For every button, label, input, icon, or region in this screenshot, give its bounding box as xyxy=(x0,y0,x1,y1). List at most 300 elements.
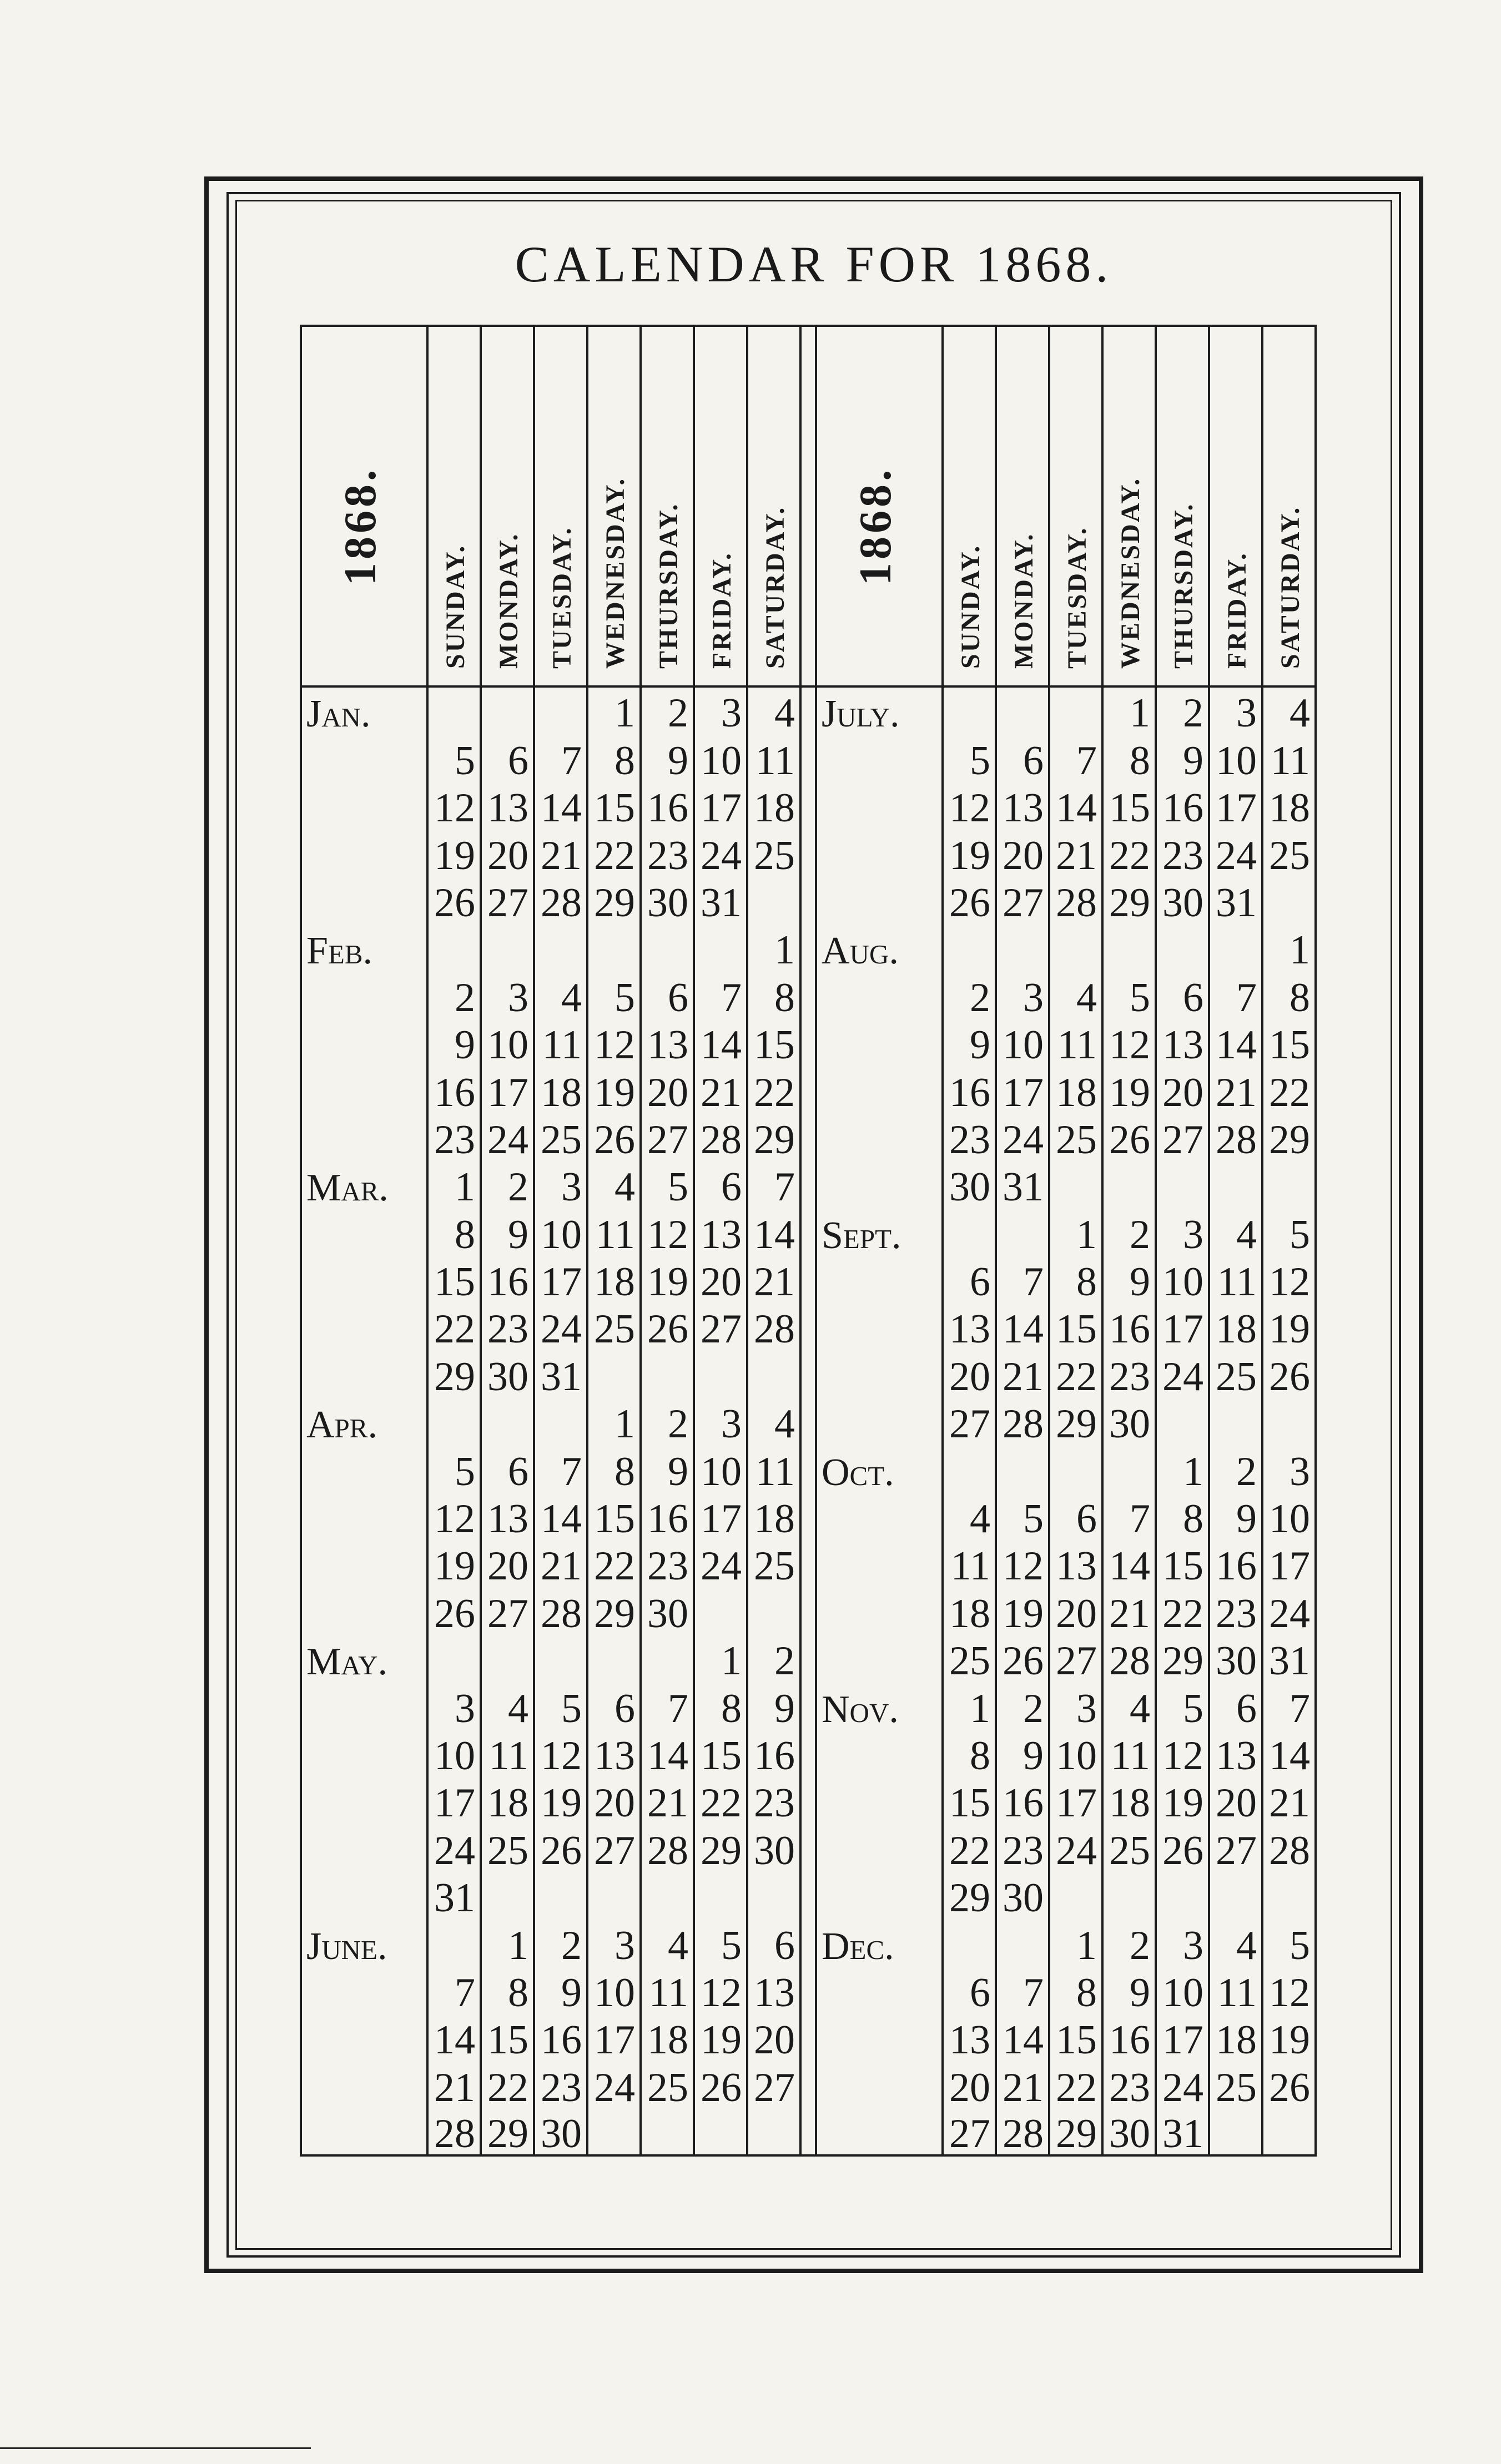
column-separator xyxy=(800,1824,816,1871)
day-cell: 1 xyxy=(427,1160,481,1208)
day-cell: 2 xyxy=(1156,686,1209,734)
column-separator xyxy=(800,781,816,829)
calendar-row xyxy=(301,1350,1316,1397)
calendar-row xyxy=(301,1966,1316,2013)
day-cell: 21 xyxy=(1209,1066,1262,1113)
day-cell xyxy=(427,923,481,971)
day-cell: 21 xyxy=(1102,1587,1156,1634)
month-label xyxy=(301,1066,427,1113)
month-label: Mar. xyxy=(301,1160,427,1208)
day-cell: 4 xyxy=(747,686,800,734)
day-cell: 23 xyxy=(1102,1350,1156,1397)
month-label xyxy=(301,1208,427,1255)
day-cell: 25 xyxy=(1209,2061,1262,2108)
day-cell: 26 xyxy=(427,1587,481,1634)
day-cell: 19 xyxy=(1102,1066,1156,1113)
month-label xyxy=(816,1018,943,1066)
column-separator xyxy=(800,1776,816,1824)
day-cell: 12 xyxy=(1262,1966,1316,2013)
day-cell xyxy=(1049,1871,1102,1918)
day-cell xyxy=(1156,1160,1209,1208)
day-header-label: FRIDAY. xyxy=(1222,552,1252,669)
month-label xyxy=(816,829,943,876)
column-separator xyxy=(800,1066,816,1113)
day-cell xyxy=(694,923,747,971)
day-cell: 31 xyxy=(1156,2108,1209,2155)
day-cell: 3 xyxy=(694,686,747,734)
day-cell xyxy=(1262,1160,1316,1208)
day-cell: 3 xyxy=(481,971,534,1018)
column-separator xyxy=(800,971,816,1018)
day-cell: 14 xyxy=(1262,1729,1316,1776)
day-cell: 17 xyxy=(481,1066,534,1113)
day-cell xyxy=(427,686,481,734)
day-cell: 27 xyxy=(747,2061,800,2108)
day-cell: 15 xyxy=(1049,1302,1102,1350)
calendar-body xyxy=(301,686,1316,2155)
day-header-label: SUNDAY. xyxy=(441,544,470,669)
day-cell: 29 xyxy=(427,1350,481,1397)
day-cell: 18 xyxy=(534,1066,587,1113)
day-cell: 26 xyxy=(641,1302,694,1350)
day-cell: 11 xyxy=(481,1729,534,1776)
day-cell xyxy=(1102,1160,1156,1208)
day-cell: 29 xyxy=(587,1587,641,1634)
day-cell: 14 xyxy=(694,1018,747,1066)
day-header-label: SATURDAY. xyxy=(760,506,790,669)
month-label: Aug. xyxy=(816,923,943,971)
month-label xyxy=(816,1492,943,1539)
calendar-row xyxy=(301,1634,1316,1682)
day-cell: 27 xyxy=(943,2108,996,2155)
day-cell: 1 xyxy=(1102,686,1156,734)
day-cell: 23 xyxy=(641,829,694,876)
day-cell xyxy=(1262,2108,1316,2155)
day-cell: 17 xyxy=(1156,2013,1209,2061)
day-cell xyxy=(427,1634,481,1682)
day-cell: 24 xyxy=(694,1539,747,1587)
day-cell: 15 xyxy=(747,1018,800,1066)
calendar-row xyxy=(301,1918,1316,1966)
day-cell: 21 xyxy=(747,1255,800,1302)
day-cell: 3 xyxy=(427,1682,481,1729)
column-separator xyxy=(800,1634,816,1682)
day-cell: 13 xyxy=(747,1966,800,2013)
day-cell: 24 xyxy=(1262,1587,1316,1634)
day-cell: 28 xyxy=(641,1824,694,1871)
day-cell: 11 xyxy=(1102,1729,1156,1776)
day-cell: 9 xyxy=(1102,1966,1156,2013)
day-cell: 13 xyxy=(481,1492,534,1539)
calendar-row xyxy=(301,2061,1316,2108)
day-cell: 27 xyxy=(943,1397,996,1445)
day-header-label: FRIDAY. xyxy=(707,552,737,669)
day-header-label: THURSDAY. xyxy=(1169,502,1198,669)
day-cell: 5 xyxy=(694,1918,747,1966)
day-cell: 16 xyxy=(481,1255,534,1302)
day-cell: 20 xyxy=(1209,1776,1262,1824)
day-cell xyxy=(1209,1397,1262,1445)
day-cell: 31 xyxy=(534,1350,587,1397)
calendar-row xyxy=(301,1492,1316,1539)
day-cell xyxy=(943,1918,996,1966)
day-cell: 4 xyxy=(1262,686,1316,734)
day-cell: 18 xyxy=(1049,1066,1102,1113)
day-cell: 1 xyxy=(587,686,641,734)
day-cell xyxy=(534,1634,587,1682)
day-cell: 11 xyxy=(534,1018,587,1066)
day-header xyxy=(694,326,747,686)
calendar-row xyxy=(301,971,1316,1018)
day-cell xyxy=(1049,923,1102,971)
day-cell: 29 xyxy=(1049,1397,1102,1445)
day-cell: 18 xyxy=(641,2013,694,2061)
day-cell: 29 xyxy=(1156,1634,1209,1682)
day-header xyxy=(996,326,1049,686)
page-title: CALENDAR FOR 1868. xyxy=(515,236,1113,292)
day-cell: 11 xyxy=(747,1445,800,1492)
day-cell: 20 xyxy=(996,829,1049,876)
day-header-label: WEDNESDAY. xyxy=(601,477,630,669)
header-row xyxy=(301,326,1316,686)
day-cell: 19 xyxy=(1262,1302,1316,1350)
month-label xyxy=(301,1776,427,1824)
day-header-label: MONDAY. xyxy=(494,532,523,669)
month-label xyxy=(301,1350,427,1397)
column-separator xyxy=(800,326,816,686)
day-cell: 9 xyxy=(534,1966,587,2013)
column-separator xyxy=(800,923,816,971)
day-cell: 21 xyxy=(996,2061,1049,2108)
day-cell xyxy=(747,2108,800,2155)
day-cell: 30 xyxy=(747,1824,800,1871)
month-label xyxy=(301,1539,427,1587)
calendar-row xyxy=(301,1113,1316,1160)
day-cell: 25 xyxy=(1262,829,1316,876)
day-cell: 2 xyxy=(1102,1918,1156,1966)
day-cell: 30 xyxy=(641,876,694,923)
month-label xyxy=(301,1587,427,1634)
day-cell: 28 xyxy=(1209,1113,1262,1160)
day-header-label: SUNDAY. xyxy=(956,544,985,669)
day-cell xyxy=(694,1871,747,1918)
day-cell: 23 xyxy=(747,1776,800,1824)
day-cell: 16 xyxy=(1209,1539,1262,1587)
day-cell: 10 xyxy=(427,1729,481,1776)
day-cell: 26 xyxy=(1262,1350,1316,1397)
calendar-row xyxy=(301,1445,1316,1492)
day-cell: 20 xyxy=(1156,1066,1209,1113)
day-cell: 6 xyxy=(1209,1682,1262,1729)
day-cell: 14 xyxy=(427,2013,481,2061)
calendar-row xyxy=(301,1539,1316,1587)
day-cell: 10 xyxy=(1156,1966,1209,2013)
day-cell: 15 xyxy=(481,2013,534,2061)
day-cell xyxy=(1049,1160,1102,1208)
day-cell: 2 xyxy=(534,1918,587,1966)
day-cell: 20 xyxy=(943,2061,996,2108)
day-cell xyxy=(943,686,996,734)
day-header xyxy=(534,326,587,686)
month-label: Sept. xyxy=(816,1208,943,1255)
day-cell: 2 xyxy=(641,1397,694,1445)
month-label xyxy=(301,1966,427,2013)
month-label: Feb. xyxy=(301,923,427,971)
day-cell: 3 xyxy=(534,1160,587,1208)
month-label xyxy=(816,1966,943,2013)
month-label xyxy=(301,1255,427,1302)
day-cell: 21 xyxy=(534,829,587,876)
day-cell: 9 xyxy=(1156,734,1209,781)
day-cell: 26 xyxy=(587,1113,641,1160)
day-cell: 8 xyxy=(427,1208,481,1255)
day-cell: 10 xyxy=(534,1208,587,1255)
year-label: 1868. xyxy=(850,466,900,585)
day-cell: 22 xyxy=(1156,1587,1209,1634)
day-cell: 4 xyxy=(641,1918,694,1966)
day-cell: 20 xyxy=(587,1776,641,1824)
month-label xyxy=(301,1492,427,1539)
day-cell: 6 xyxy=(747,1918,800,1966)
month-label xyxy=(816,2108,943,2155)
day-cell: 8 xyxy=(481,1966,534,2013)
month-label xyxy=(301,1113,427,1160)
day-cell: 3 xyxy=(1262,1445,1316,1492)
day-cell xyxy=(694,2108,747,2155)
column-separator xyxy=(800,1302,816,1350)
column-separator xyxy=(800,1160,816,1208)
day-cell: 30 xyxy=(1209,1634,1262,1682)
day-cell: 6 xyxy=(694,1160,747,1208)
month-label xyxy=(816,1634,943,1682)
column-separator xyxy=(800,2061,816,2108)
calendar-row xyxy=(301,686,1316,734)
month-label xyxy=(816,1350,943,1397)
day-cell: 27 xyxy=(641,1113,694,1160)
day-cell: 17 xyxy=(1262,1539,1316,1587)
column-separator xyxy=(800,1682,816,1729)
day-cell: 19 xyxy=(534,1776,587,1824)
day-cell: 9 xyxy=(747,1682,800,1729)
day-cell xyxy=(1209,1160,1262,1208)
calendar-row xyxy=(301,1302,1316,1350)
day-cell: 19 xyxy=(427,1539,481,1587)
day-cell: 24 xyxy=(1049,1824,1102,1871)
day-cell: 19 xyxy=(427,829,481,876)
day-cell: 6 xyxy=(481,734,534,781)
day-cell: 2 xyxy=(427,971,481,1018)
day-header-label: TUESDAY. xyxy=(1062,526,1092,669)
day-cell: 13 xyxy=(943,2013,996,2061)
day-cell: 23 xyxy=(481,1302,534,1350)
day-cell: 23 xyxy=(943,1113,996,1160)
day-cell: 20 xyxy=(1049,1587,1102,1634)
day-cell: 7 xyxy=(427,1966,481,2013)
day-cell: 30 xyxy=(534,2108,587,2155)
calendar-row xyxy=(301,2013,1316,2061)
day-cell xyxy=(587,923,641,971)
calendar-row xyxy=(301,1824,1316,1871)
column-separator xyxy=(800,686,816,734)
day-cell: 27 xyxy=(996,876,1049,923)
month-label: Nov. xyxy=(816,1682,943,1729)
day-cell: 5 xyxy=(427,1445,481,1492)
day-cell: 5 xyxy=(534,1682,587,1729)
day-cell: 30 xyxy=(481,1350,534,1397)
day-cell: 6 xyxy=(587,1682,641,1729)
day-cell: 15 xyxy=(943,1776,996,1824)
day-cell: 8 xyxy=(587,1445,641,1492)
day-cell: 1 xyxy=(1049,1918,1102,1966)
calendar-row xyxy=(301,1682,1316,1729)
month-label xyxy=(301,971,427,1018)
day-cell: 5 xyxy=(587,971,641,1018)
day-cell: 4 xyxy=(747,1397,800,1445)
day-cell: 1 xyxy=(1262,923,1316,971)
day-cell: 8 xyxy=(1049,1966,1102,2013)
day-cell: 21 xyxy=(694,1066,747,1113)
day-cell: 29 xyxy=(1102,876,1156,923)
day-cell: 10 xyxy=(481,1018,534,1066)
month-label: Oct. xyxy=(816,1445,943,1492)
month-label xyxy=(301,734,427,781)
day-cell: 15 xyxy=(1102,781,1156,829)
day-cell xyxy=(943,1208,996,1255)
calendar-row xyxy=(301,1208,1316,1255)
day-cell: 9 xyxy=(943,1018,996,1066)
day-cell: 15 xyxy=(1262,1018,1316,1066)
day-cell: 24 xyxy=(996,1113,1049,1160)
day-header-label: MONDAY. xyxy=(1009,532,1039,669)
day-cell: 17 xyxy=(694,1492,747,1539)
day-cell xyxy=(1156,1871,1209,1918)
day-cell xyxy=(943,1445,996,1492)
day-cell: 19 xyxy=(996,1587,1049,1634)
day-cell: 16 xyxy=(943,1066,996,1113)
day-cell: 26 xyxy=(1102,1113,1156,1160)
day-cell: 6 xyxy=(943,1966,996,2013)
day-cell: 23 xyxy=(1209,1587,1262,1634)
day-cell xyxy=(641,1871,694,1918)
day-cell: 9 xyxy=(481,1208,534,1255)
month-label: Jan. xyxy=(301,686,427,734)
day-cell: 18 xyxy=(587,1255,641,1302)
day-cell xyxy=(587,1350,641,1397)
day-cell: 13 xyxy=(1209,1729,1262,1776)
day-cell xyxy=(1209,1871,1262,1918)
day-cell xyxy=(747,1587,800,1634)
year-header-right xyxy=(816,326,943,686)
day-cell: 5 xyxy=(1156,1682,1209,1729)
day-cell: 15 xyxy=(427,1255,481,1302)
day-cell: 4 xyxy=(1209,1918,1262,1966)
day-cell xyxy=(427,1918,481,1966)
day-cell: 26 xyxy=(943,876,996,923)
day-cell: 11 xyxy=(641,1966,694,2013)
day-cell: 11 xyxy=(1209,1255,1262,1302)
month-label xyxy=(816,1539,943,1587)
day-cell: 13 xyxy=(996,781,1049,829)
day-cell: 19 xyxy=(1262,2013,1316,2061)
column-separator xyxy=(800,1587,816,1634)
day-cell: 23 xyxy=(1102,2061,1156,2108)
day-cell xyxy=(481,923,534,971)
day-cell: 25 xyxy=(481,1824,534,1871)
day-cell xyxy=(587,2108,641,2155)
day-cell: 14 xyxy=(534,781,587,829)
day-cell: 10 xyxy=(1049,1729,1102,1776)
day-cell: 30 xyxy=(996,1871,1049,1918)
day-cell: 6 xyxy=(943,1255,996,1302)
day-cell: 30 xyxy=(1102,1397,1156,1445)
day-cell xyxy=(534,1397,587,1445)
calendar-row xyxy=(301,876,1316,923)
day-cell: 16 xyxy=(1102,1302,1156,1350)
day-cell: 27 xyxy=(1049,1634,1102,1682)
day-cell: 23 xyxy=(1156,829,1209,876)
month-label xyxy=(301,1729,427,1776)
day-cell: 4 xyxy=(587,1160,641,1208)
day-cell: 27 xyxy=(694,1302,747,1350)
day-cell: 7 xyxy=(534,734,587,781)
day-cell: 7 xyxy=(996,1966,1049,2013)
month-label xyxy=(816,781,943,829)
column-separator xyxy=(800,1918,816,1966)
day-cell: 5 xyxy=(427,734,481,781)
day-cell: 25 xyxy=(534,1113,587,1160)
calendar-row xyxy=(301,1729,1316,1776)
day-cell xyxy=(427,1397,481,1445)
day-header xyxy=(481,326,534,686)
day-cell: 8 xyxy=(1102,734,1156,781)
day-cell xyxy=(747,1871,800,1918)
calendar-row xyxy=(301,1255,1316,1302)
day-cell: 4 xyxy=(943,1492,996,1539)
day-cell: 18 xyxy=(481,1776,534,1824)
day-header-label: THURSDAY. xyxy=(654,502,683,669)
column-separator xyxy=(800,1445,816,1492)
day-cell: 7 xyxy=(747,1160,800,1208)
calendar-row xyxy=(301,1871,1316,1918)
month-label: Apr. xyxy=(301,1397,427,1445)
day-cell: 15 xyxy=(1049,2013,1102,2061)
day-cell xyxy=(1102,1871,1156,1918)
month-label xyxy=(816,1729,943,1776)
day-cell: 4 xyxy=(1049,971,1102,1018)
day-cell: 14 xyxy=(1049,781,1102,829)
column-separator xyxy=(800,1113,816,1160)
month-label xyxy=(816,2061,943,2108)
month-label xyxy=(301,1871,427,1918)
month-label xyxy=(301,829,427,876)
day-cell xyxy=(1102,923,1156,971)
day-cell xyxy=(534,923,587,971)
day-cell: 24 xyxy=(694,829,747,876)
day-cell xyxy=(694,1587,747,1634)
day-cell: 4 xyxy=(481,1682,534,1729)
day-cell: 18 xyxy=(1262,781,1316,829)
day-cell: 9 xyxy=(1209,1492,1262,1539)
day-cell: 14 xyxy=(747,1208,800,1255)
calendar-row xyxy=(301,1160,1316,1208)
day-cell: 28 xyxy=(534,876,587,923)
day-header xyxy=(1262,326,1316,686)
day-cell: 24 xyxy=(481,1113,534,1160)
day-header-label: WEDNESDAY. xyxy=(1116,477,1145,669)
column-separator xyxy=(800,1871,816,1918)
month-label xyxy=(816,1824,943,1871)
day-cell: 3 xyxy=(1209,686,1262,734)
